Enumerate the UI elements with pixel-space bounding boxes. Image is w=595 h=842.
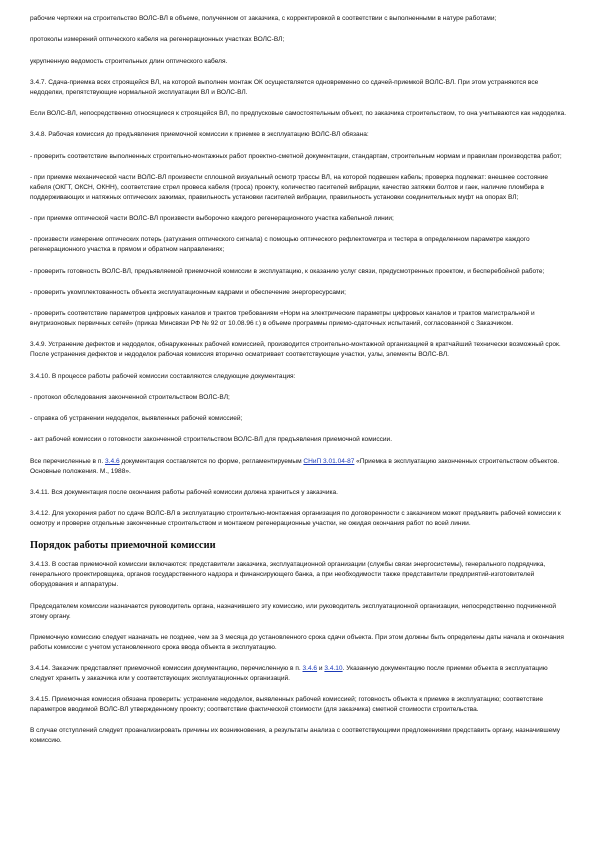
paragraph (30, 695, 569, 715)
paragraph-text: 3.4.9. Устранение дефектов и недоделок, обнаруженных рабочей комиссией, производится строительно-монтажной организацией в кратчайший технически возможный срок. После устранения дефектов и недоделок рабочая комиссия вторично осматривает соответствующие участки, узлы, элементы ВОЛС-ВЛ. (30, 341, 561, 359)
paragraph-text: - проверить готовность ВОЛС-ВЛ, предъявляемой приемочной комиссии в эксплуатацию, к оказанию услуг связи, предусмотренных проектом, и бесперебойной работе; (30, 267, 545, 275)
paragraph (30, 288, 569, 298)
paragraph (30, 109, 569, 119)
paragraph (30, 393, 569, 403)
section-working-commission (30, 14, 569, 529)
paragraph-text: - при приемке оптической части ВОЛС-ВЛ произвести выборочно каждого регенерационного участка кабельной линии; (30, 215, 394, 223)
paragraph-text: . Указанную документацию после приемки объекта в эксплуатацию следует хранить у заказчика или у соответствующих эксплуатационных организаций. (30, 665, 548, 682)
paragraph (30, 560, 569, 590)
paragraph-text: 3.4.8. Рабочая комиссия до предъявления приемочной комиссии к приемке в эксплуатацию ВОЛС-ВЛ обязана: (30, 131, 369, 139)
paragraph (30, 488, 569, 498)
paragraph (30, 57, 569, 67)
paragraph (30, 414, 569, 424)
paragraph (30, 340, 569, 360)
paragraph-text: и (317, 665, 325, 672)
paragraph (30, 633, 569, 653)
paragraph (30, 726, 569, 746)
paragraph-text: - проверить соответствие параметров цифровых каналов и трактов требованиям «Норм на электрические параметры цифровых каналов и трактов магистральной и внутризоновых первичных сетей» (приказ Минсвязи РФ № 92 от 10.08.96 г.) в объеме программы приемо-сдаточных испытаний, согласованной с Заказчиком. (30, 310, 535, 328)
reference-link[interactable]: СНиП 3.01.04-87 (303, 457, 355, 465)
paragraph (30, 309, 569, 329)
paragraph-text: документация составляется по форме, регламентируемым (119, 457, 304, 465)
paragraph-text: 3.4.15. Приемочная комиссия обязана проверить: устранение недоделок, выявленных рабочей комиссией; готовность объекта к приемке в эксплуатацию; соответствие параметров вводимой ВОЛС-ВЛ утвержденному проекту; соответствие фактической стоимости (для заказчика) сметной стоимости строительства. (30, 696, 544, 714)
paragraph-text: «Приемка в эксплуатацию законченных строительством объектов. Основные положения. М., 1988». (30, 457, 560, 475)
paragraph-text: 3.4.12. Для ускорения работ по сдаче ВОЛС-ВЛ в эксплуатацию строительно-монтажная организация по договоренности с заказчиком может предъявить рабочей комиссии к осмотру и проверке отдельные законченные строительством и монтажом регенерационные участки, не ожидая окончания работ по всей линии. (30, 510, 561, 528)
reference-link[interactable]: 3.4.6 (105, 457, 120, 465)
paragraph-text: 3.4.11. Вся документация после окончания работы рабочей комиссии должна храниться у заказчика. (30, 488, 338, 496)
paragraph-text: 3.4.7. Сдача-приемка всех строящейся ВЛ, на которой выполнен монтаж ОК осуществляется одновременно со сдачей-приемкой ВОЛС-ВЛ. При этом устраняются все недоделки, препятствующие нормальной эксплуатации ВЛ и ВОЛС-ВЛ. (30, 78, 539, 96)
paragraph-text: 3.4.13. В состав приемочной комиссии включаются: представители заказчика, эксплуатационной организации (службы связи энергосистемы), генерального подрядчика, генерального проектировщика, органов государственного надзора и финансирующего банка, а при необходимости также представители предприятий-изготовителей оборудования и аппаратуры. (30, 561, 546, 589)
paragraph-text: В случае отступлений следует проанализировать причины их возникновения, а результаты анализа с соответствующими предложениями представить органу, назначившему комиссию. (30, 727, 561, 745)
paragraph-text: протоколы измерений оптического кабеля на регенерационных участках ВОЛС-ВЛ; (30, 36, 285, 44)
paragraph (30, 130, 569, 140)
paragraph-text: Если ВОЛС-ВЛ, непосредственно относящиеся к строящейся ВЛ, по предпусковые самостоятельным объект, по заказчика строительством, то она учитываются как недоделка. (30, 110, 567, 118)
reference-link[interactable]: 3.4.6 (302, 665, 318, 672)
paragraph (30, 372, 569, 382)
paragraph-text: Председателем комиссии назначается руководитель органа, назначившего эту комиссию, или руководитель эксплуатационной организации, непосредственно подчиненной этому органу. (30, 602, 557, 620)
paragraph-text: 3.4.10. В процессе работы рабочей комиссии составляются следующие документация: (30, 372, 296, 380)
paragraph (30, 78, 569, 98)
paragraph-text: - протокол обследования законченной строительством ВОЛС-ВЛ; (30, 393, 230, 401)
section-acceptance-commission (30, 560, 569, 746)
paragraph (30, 35, 569, 45)
paragraph (30, 173, 569, 203)
paragraph-text: рабочие чертежи на строительство ВОЛС-ВЛ в объеме, полученном от заказчика, с корректировкой в соответствии с выполненными в натуре работами; (30, 15, 497, 22)
paragraph-text: - акт рабочей комиссии о готовности законченной строительством ВОЛС-ВЛ для предъявления приемочной комиссии. (30, 436, 393, 444)
section-heading: Порядок работы приемочной комиссии (30, 540, 216, 552)
paragraph (30, 457, 569, 477)
paragraph (30, 14, 569, 24)
paragraph-text: - при приемке механической части ВОЛС-ВЛ произвести сплошной визуальный осмотр трассы ВЛ, на которой подвешен кабель; проверка подлежат: внешнее состояние кабеля (ОКГТ, ОКСН, ОКНН), соответствие стрел провеса кабеля (троса) проекту, количество гасителей вибрации, качество затяжки болтов и гаек, наличие пломбира в поддерживающих и натяжных оптических зажимах, правильность установки гасителей вибрации, правильность установки соединительных муфт на опорах ВЛ; (30, 173, 549, 201)
paragraph-text: укрупненную ведомость строительных длин оптического кабеля. (30, 57, 228, 65)
paragraph (30, 664, 569, 684)
paragraph (30, 152, 569, 162)
paragraph-text: - проверить соответствие выполненных строительно-монтажных работ проектно-сметной документации, стандартам, строительным нормам и правилам производства работ; (30, 152, 562, 160)
paragraph-text: Приемочную комиссию следует назначать не позднее, чем за 3 месяца до установленного срока сдачи объекта. При этом должны быть определены даты начала и окончания работы комиссии с учетом установленного срока ввода объекта в эксплуатацию. (30, 633, 564, 651)
paragraph (30, 435, 569, 445)
paragraph-text: - произвести измерение оптических потерь (затухания оптического сигнала) с помощью оптического рефлектометра и тестера в определенном параметре каждого регенерационного участка в прямом и обратном направлениях; (30, 236, 530, 254)
reference-link[interactable]: 3.4.10 (324, 665, 343, 672)
paragraph-text: Все перечисленные в п. (30, 457, 106, 465)
paragraph (30, 509, 569, 529)
paragraph-text: 3.4.14. Заказчик представляет приемочной комиссии документацию, перечисленную в п. (30, 665, 303, 672)
paragraph-text: - проверить укомплектованность объекта эксплуатационным кадрами и обеспечение энергоресурсами; (30, 288, 346, 296)
paragraph-text: - справка об устранении недоделок, выявленных рабочей комиссией; (30, 415, 243, 423)
paragraph (30, 214, 569, 224)
paragraph (30, 235, 569, 255)
paragraph (30, 602, 569, 622)
paragraph (30, 267, 569, 277)
